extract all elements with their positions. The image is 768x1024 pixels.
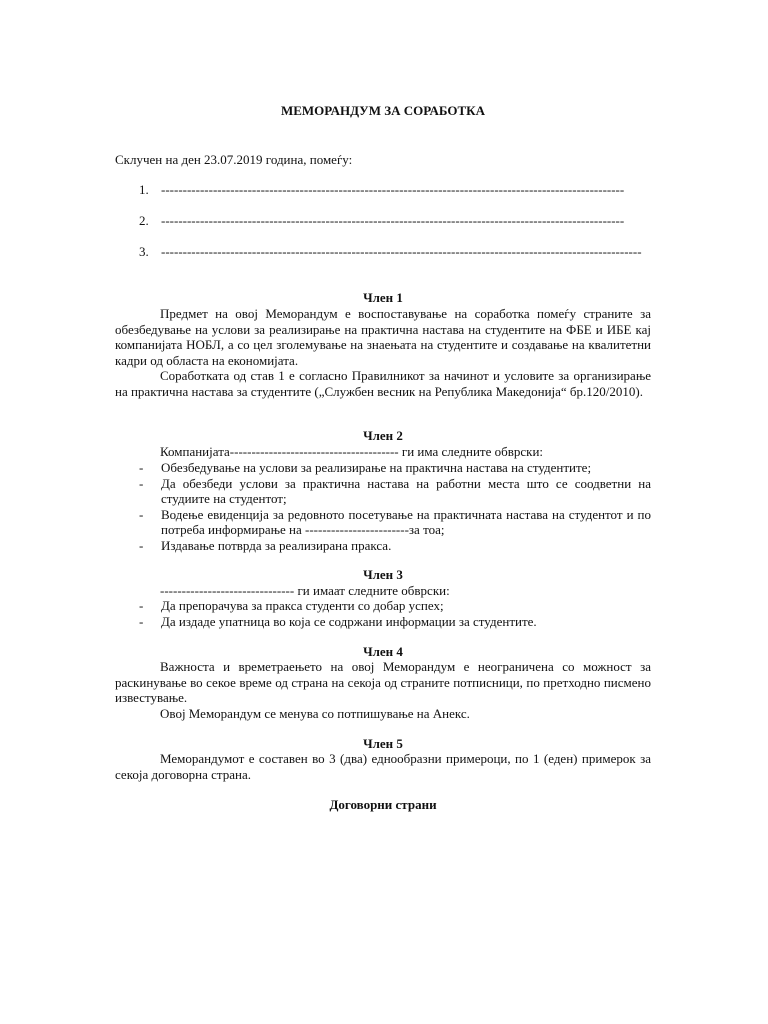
article-2-intro: Компанијата--------------------------------------- ги има следните обврски: xyxy=(160,444,544,459)
article-1-paragraph-1: Предмет на овој Меморандум е воспоставување на соработка помеѓу страните за обезбедување на услови за реализирање на практична настава на студентите на ФБЕ и ИБЕ кај компанијата НОБЛ, а со цел зголемување на знаењата на студентите и создавање на квалитетни кадри од областа на економијата. xyxy=(115,306,651,368)
article-2-obligations xyxy=(115,460,651,553)
party-placeholder: ----------------------------------------------------------------------------------------------------------- xyxy=(161,213,625,228)
party-placeholder: ----------------------------------------------------------------------------------------------------------- xyxy=(161,182,625,197)
list-item: - Издавање потврда за реализирана пракса. xyxy=(139,537,392,553)
article-5-paragraph-1: Меморандумот е составен во 3 (два) еднообразни примероци, по 1 (еден) примерок за секоја договорна страна. xyxy=(115,751,651,782)
article-1-heading: Член 1 xyxy=(363,290,403,305)
bullet-dash: - xyxy=(139,598,144,613)
concluded-line: Склучен на ден 23.07.2019 година, помеѓу: xyxy=(115,152,353,167)
list-item: - Обезбедување на услови за реализирање на практична настава на студентите; xyxy=(139,460,592,475)
party-item xyxy=(115,244,651,275)
article-4-heading: Член 4 xyxy=(363,644,403,659)
party-item xyxy=(115,213,651,244)
article-3-obligations xyxy=(115,598,651,629)
party-number: 2. xyxy=(139,213,149,228)
article-5-heading: Член 5 xyxy=(363,736,403,751)
list-item: - Да препорачува за пракса студенти со добар успех; xyxy=(139,598,444,613)
list-item: - Да издаде упатница во која се содржани информации за студентите. xyxy=(139,613,537,629)
article-4-paragraph-2: Овој Меморандум се менува со потпишување на Анекс. xyxy=(160,706,470,721)
party-item xyxy=(115,182,651,213)
list-item: - Да обезбеди услови за практична настава на работни места што се соодветни на студиите на студентот; xyxy=(139,475,651,506)
article-4-paragraph-1: Важноста и времетраењето на овој Меморандум е неограничена со можност за раскинување во секое време од страна на секоја од страните потписници, по претходно писмено известување. xyxy=(115,659,651,705)
article-1-paragraph-2: Соработката од став 1 е согласно Правилникот за начинот и условите за организирање на практична настава за студентите („Службен весник на Република Македонија“ бр.120/2010). xyxy=(115,368,651,399)
article-3-intro: ------------------------------- ги имаат следните обврски: xyxy=(160,583,450,598)
document-title: МЕМОРАНДУМ ЗА СОРАБОТКА xyxy=(280,103,486,118)
article-2-heading: Член 2 xyxy=(363,428,403,443)
parties-list xyxy=(115,182,651,275)
bullet-dash: - xyxy=(139,475,144,491)
signatories-heading: Договорни страни xyxy=(329,797,437,812)
bullet-dash: - xyxy=(139,537,144,553)
bullet-dash: - xyxy=(139,460,144,475)
bullet-dash: - xyxy=(139,506,144,522)
list-item: - Водење евиденција за редовното посетување на практичната настава на студентот и по потреба информирање на ------------------------за тоа; xyxy=(139,506,651,537)
party-number: 3. xyxy=(139,244,149,259)
bullet-dash: - xyxy=(139,613,144,629)
article-3-heading: Член 3 xyxy=(363,567,403,582)
party-placeholder: --------------------------------------------------------------------------------------------------------------- xyxy=(161,244,642,259)
party-number: 1. xyxy=(139,182,149,197)
